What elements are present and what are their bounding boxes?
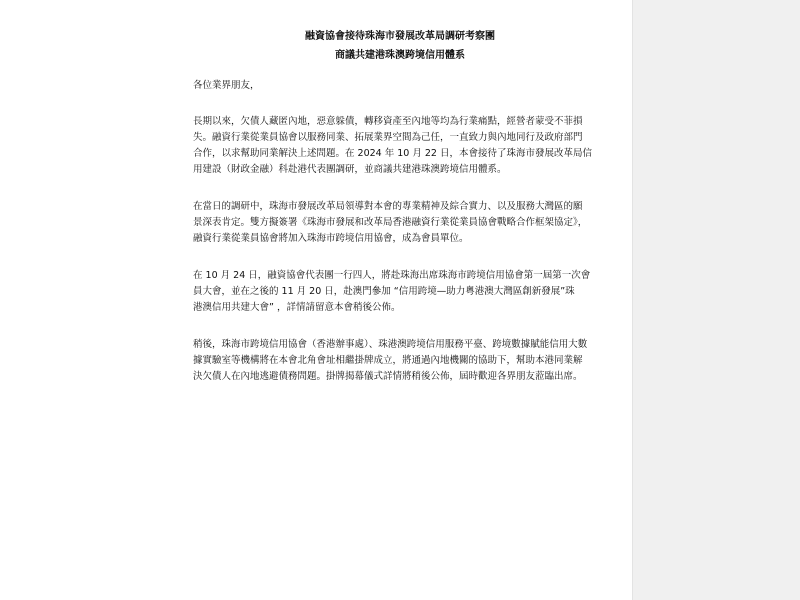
title-line-1: 融資協會接待珠海市發展改革局調研考察團 [305, 31, 495, 42]
document-body [193, 78, 613, 406]
paragraph-line: 決欠債人在內地逃避債務問題。掛牌揭幕儀式詳情將稍後公佈，屆時歡迎各界朋友蒞臨出席。 [193, 371, 583, 382]
document-title [0, 27, 800, 65]
salutation: 各位業界朋友， [193, 80, 260, 91]
paragraph-line: 在 10 月 24 日，融資協會代表團一行四人，將赴珠海出席珠海市跨境信用協會第一屆第一次會 [193, 270, 591, 281]
paragraph-3 [193, 268, 613, 316]
paragraph-line: 長期以來，欠債人藏匿內地，惡意躲債，轉移資產至內地等均為行業痛點，經營者蒙受不菲損 [193, 116, 583, 127]
paragraph-line: 稍後，珠海市跨境信用協會（香港辦事處）、珠港澳跨境信用服務平臺、跨境數據賦能信用大數 [193, 339, 588, 350]
title-line-2: 商議共建港珠澳跨境信用體系 [335, 50, 465, 61]
paragraph-1 [193, 114, 613, 178]
paragraph-line: 失。融資行業從業員協會以服務同業、拓展業界空間為己任，一直致力與內地同行及政府部門 [193, 132, 583, 143]
viewer-background [633, 0, 800, 600]
paragraph-line: 據實驗室等機構將在本會北角會址相繼掛牌成立，將通過內地機關的協助下，幫助本港同業解 [193, 355, 583, 366]
paragraph-line: 用建設（財政金融）科赴港代表團調研，並商議共建港珠澳跨境信用體系。 [193, 164, 507, 175]
paragraph-line: 融資行業從業員協會將加入珠海市跨境信用協會，成為會員單位。 [193, 233, 469, 244]
paragraph-4 [193, 337, 613, 385]
paragraph-2 [193, 199, 613, 247]
paragraph-line: 在當日的調研中，珠海市發展改革局領導對本會的專業精神及綜合實力、以及服務大灣區的願 [193, 201, 583, 212]
paragraph-line: 港澳信用共建大會” ，詳情請留意本會稍後公佈。 [193, 302, 401, 313]
paragraph-line: 合作，以求幫助同業解決上述問題。在 2024 年 10 月 22 日，本會接待了珠海市發展改革局信 [193, 148, 592, 159]
paragraph-line: 員大會，並在之後的 11 月 20 日，赴澳門參加 “信用跨境—助力粵港澳大灣區創新發展”珠 [193, 286, 575, 297]
paragraph-line: 景深表肯定。雙方擬簽署《珠海市發展和改革局香港融資行業從業員協會戰略合作框架協定》， [193, 217, 588, 228]
